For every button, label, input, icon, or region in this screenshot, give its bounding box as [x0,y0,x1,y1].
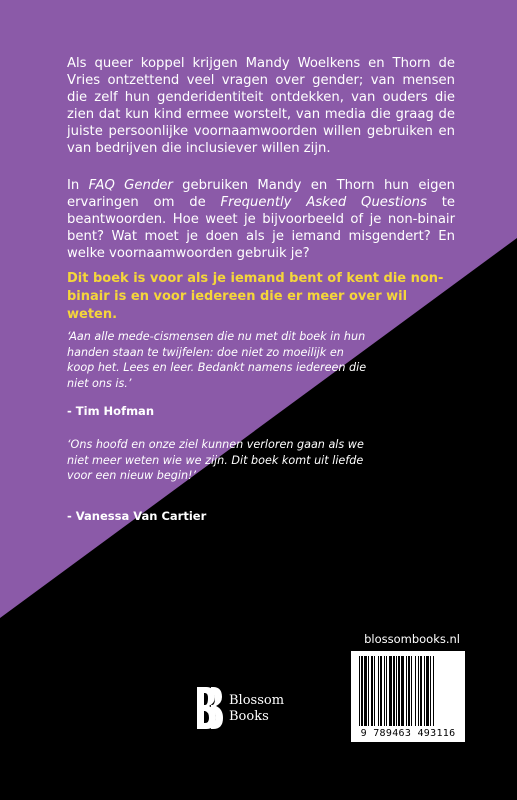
barcode-bar [374,656,375,726]
barcode-bar [401,656,404,726]
publisher-name-line2: Books [229,709,269,724]
faq-full-title: Frequently Asked Questions [220,195,427,210]
highlight-statement: Dit boek is voor als je iemand bent of kent die non-binair is en voor iedereen die er meer over wil weten. [67,271,444,322]
barcode-bar [406,656,407,726]
barcode-bar [393,656,395,726]
publisher-website: blossombooks.nl [364,632,460,646]
barcode-bar [411,656,412,726]
isbn-barcode [351,651,465,742]
author-vanessa-van-cartier: - Vanessa Van Cartier [67,509,207,523]
barcode-bar [396,656,397,726]
quote-tim-hofman: ‘Aan alle mede-cismensen die nu met dit boek in hun handen staan te twijfelen: doe niet zo moeilijk en koop het. Lees en leer. Bedankt namens iedereen die niet ons is.’ [67,330,367,390]
faq-paragraph-in: In [67,178,89,193]
barcode-bar [389,656,392,726]
barcode-bar [368,656,369,726]
barcode-bars [357,656,459,726]
faq-paragraph-end: te beantwoorden. Hoe weet je bijvoorbeeld of je non-binair bent? Wat moet je doen als je iemand misgendert? En welke voornaamwoorden gebruik je? [67,195,455,261]
isbn-number: 9 789463 493116 [360,728,456,739]
barcode-bar [380,656,382,726]
barcode-bar [426,656,429,726]
barcode-bar [408,656,410,726]
faq-gender-title: FAQ Gender [88,178,173,193]
barcode-bar [398,656,400,726]
faq-paragraph-middle: gebruiken Mandy en Thorn hun eigen ervaringen om de [67,178,455,210]
barcode-bar [418,656,419,726]
publisher-name-line1: Blossom [229,693,285,708]
barcode-bar [359,656,360,726]
barcode-bar [430,656,431,726]
barcode-bar [384,656,385,726]
barcode-bar [361,656,363,726]
publisher-name [229,693,284,725]
barcode-bar [415,656,416,726]
barcode-bar [364,656,367,726]
author-tim-hofman: - Tim Hofman [67,404,155,418]
barcode-bar [424,656,425,726]
quote-vanessa-van-cartier: ‘Ons hoofd en onze ziel kunnen verloren gaan als we niet meer weten wie we zijn. Dit boek komt uit liefde voor een nieuw begin!’ [67,438,364,482]
barcode-bar [378,656,379,726]
barcode-bar [420,656,422,726]
barcode-bar [386,656,387,726]
faq-paragraph [67,177,455,262]
intro-paragraph: Als queer koppel krijgen Mandy Woelkens en Thorn de Vries ontzettend veel vragen over gender; van mensen die zelf hun genderidentiteit ontdekken, van ouders die zien dat kun kind ermee worstelt, van media die graag de juiste persoonlijke voornaamwoorden willen gebruiken en van bedrijven die inclusiever willen zijn. [67,56,455,156]
barcode-bar [371,656,373,726]
barcode-bar [433,656,434,726]
blossom-books-logo-icon [195,687,225,729]
